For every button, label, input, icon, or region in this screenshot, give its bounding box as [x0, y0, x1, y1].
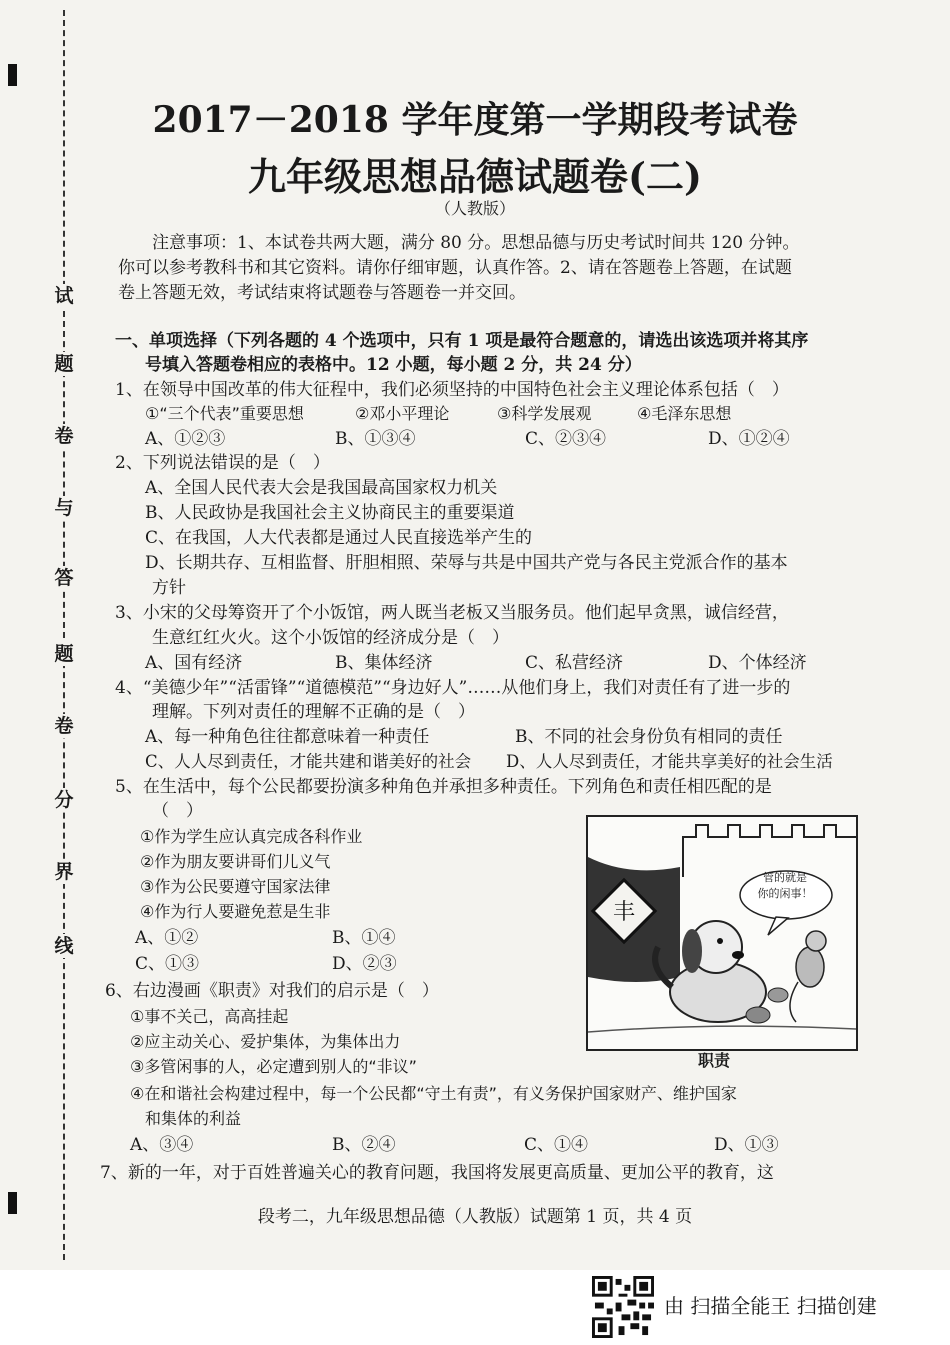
edition-label: （人教版）: [434, 199, 515, 218]
question-item: ①作为学生应认真完成各科作业: [140, 827, 363, 846]
side-char: 题: [52, 352, 76, 376]
question-item: ②作为朋友要讲哥们儿义气: [140, 852, 331, 871]
question-item: 和集体的利益: [145, 1109, 242, 1128]
bubble-line: 管的就是: [763, 871, 807, 884]
svg-text:丰: 丰: [612, 900, 636, 925]
answer-option: B、不同的社会身份负有相同的责任: [515, 727, 783, 747]
answer-option: A、①②: [135, 928, 199, 948]
answer-option: B、人民政协是我国社会主义协商民主的重要渠道: [145, 503, 515, 523]
answer-option: C、②③④: [525, 429, 607, 449]
question-item: ③作为公民要遵守国家法律: [140, 877, 331, 896]
side-char: 与: [52, 496, 76, 520]
answer-option: A、①②③: [145, 429, 226, 449]
answer-option: A、国有经济: [145, 653, 243, 673]
side-char: 卷: [52, 424, 76, 448]
question-item: ④在和谐社会构建过程中，每一个公民都“守土有责”，有义务保护国家财产、维护国家: [130, 1084, 737, 1103]
notice-line: 注意事项：1、本试卷共两大题，满分 80 分。思想品德与历史考试时间共 120 分钟。: [152, 233, 800, 253]
question-stem: 6、右边漫画《职责》对我们的启示是（ ）: [105, 981, 439, 1001]
question-item: ④毛泽东思想: [637, 404, 732, 423]
answer-option: D、长期共存、互相监督、肝胆相照、荣辱与共是中国共产党与各民主党派合作的基本: [145, 553, 788, 573]
answer-option: C、①③: [135, 954, 200, 974]
question-item: ①“三个代表”重要思想: [145, 404, 304, 423]
scanner-watermark: 由 扫描全能王 扫描创建: [664, 1294, 877, 1318]
answer-option: A、每一种角色往往都意味着一种责任: [145, 727, 430, 747]
answer-option: D、人人尽到责任，才能共享美好的社会生活: [506, 752, 833, 771]
question-item: ①事不关己，高高挂起: [130, 1007, 289, 1026]
answer-option: C、在我国，人大代表都是通过人民直接选举产生的: [145, 528, 533, 548]
answer-option: A、全国人民代表大会是我国最高国家权力机关: [145, 478, 498, 498]
question-item: ②邓小平理论: [355, 404, 450, 423]
section-heading: 号填入答题卷相应的表格中。12 小题，每小题 2 分，共 24 分）: [145, 355, 642, 375]
question-stem: 2、下列说法错误的是（ ）: [115, 453, 330, 473]
answer-option: A、③④: [130, 1135, 194, 1155]
answer-option: B、集体经济: [335, 653, 433, 673]
question-stem: 5、在生活中，每个公民都要扮演多种角色并承担多种责任。下列角色和责任相匹配的是: [115, 777, 772, 797]
side-char: 答: [52, 566, 76, 590]
bubble-line: 你的闲事！: [757, 887, 813, 900]
question-stem: 1、在领导中国改革的伟大征程中，我们必须坚持的中国特色社会主义理论体系包括（ ）: [115, 380, 789, 400]
notice-line: 卷上答题无效，考试结束将试题卷与答题卷一并交回。: [118, 283, 526, 303]
question-stem: 7、新的一年，对于百姓普遍关心的教育问题，我国将发展更高质量、更加公平的教育，这: [100, 1163, 774, 1183]
question-item: ③多管闲事的人，必定遭到别人的“非议”: [130, 1057, 417, 1076]
answer-option: B、①③④: [335, 429, 416, 449]
exam-subtitle: 九年级思想品德试题卷(二): [248, 154, 702, 199]
side-char: 卷: [52, 714, 76, 738]
registration-mark-top: [8, 64, 17, 86]
answer-option: D、②③: [332, 954, 397, 974]
exam-title: 2017－2018 学年度第一学期段考试卷: [152, 99, 798, 141]
side-char: 界: [52, 860, 76, 884]
cartoon-drawing: [588, 817, 856, 1049]
question-item: ③科学发展观: [497, 404, 592, 423]
notice-line: 你可以参考教科书和其它资料。请你仔细审题，认真作答。2、请在答题卷上答题，在试题: [118, 258, 792, 278]
answer-option: C、人人尽到责任，才能共建和谐美好的社会: [145, 752, 472, 771]
section-heading: 一、单项选择（下列各题的 4 个选项中，只有 1 项是最符合题意的，请选出该选项并将其序: [115, 331, 809, 351]
qr-code-icon: [592, 1276, 654, 1338]
answer-option: 方针: [152, 578, 186, 598]
question-stem: 生意红红火火。这个小饭馆的经济成分是（ ）: [152, 628, 509, 648]
side-char: 线: [52, 934, 76, 958]
side-char: 分: [52, 788, 76, 812]
question-stem: 4、“美德少年”“活雷锋”“道德模范”“身边好人”……从他们身上，我们对责任有了进一步的: [115, 678, 791, 698]
cartoon-figure: [586, 815, 858, 1051]
answer-option: C、①④: [524, 1135, 589, 1155]
question-stem: （ ）: [152, 801, 203, 821]
answer-option: B、②④: [332, 1135, 396, 1155]
side-char: 试: [52, 284, 76, 308]
answer-option: B、①④: [332, 928, 396, 948]
answer-option: D、①②④: [708, 429, 790, 449]
question-item: ②应主动关心、爱护集体，为集体出力: [130, 1032, 401, 1051]
answer-option: D、个体经济: [708, 653, 807, 673]
answer-option: C、私营经济: [525, 653, 624, 673]
side-char: 题: [52, 642, 76, 666]
page-footer: 段考二，九年级思想品德（人教版）试题第 1 页，共 4 页: [257, 1207, 693, 1227]
answer-option: D、①③: [714, 1135, 779, 1155]
cartoon-caption: 职责: [698, 1051, 731, 1070]
speech-bubble: [745, 870, 825, 902]
question-stem: 3、小宋的父母筹资开了个小饭馆，两人既当老板又当服务员。他们起早贪黑，诚信经营，: [115, 603, 789, 623]
question-item: ④作为行人要避免惹是生非: [140, 902, 331, 921]
question-stem: 理解。下列对责任的理解不正确的是（ ）: [152, 702, 475, 722]
